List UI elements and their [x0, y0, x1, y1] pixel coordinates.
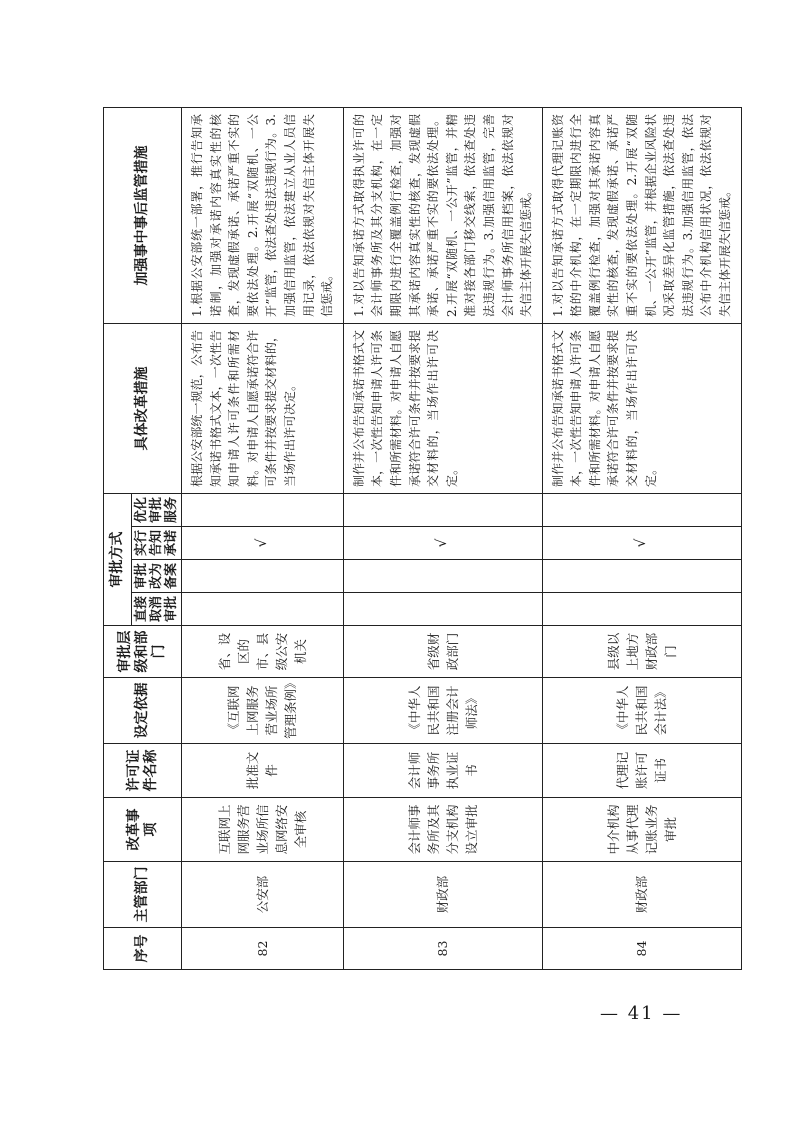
header-level: 审批层级和部门: [104, 626, 182, 678]
table-row: [182, 108, 344, 970]
table-row: [343, 108, 542, 970]
row-seq: 84: [542, 928, 741, 970]
reform-table: [103, 107, 742, 970]
row-basis: 《中华人民共和国会计法》: [542, 678, 741, 744]
header-license: 许可证件名称: [104, 744, 182, 798]
header-method-cancel: 直接取消审批: [132, 593, 182, 626]
row-m3: √: [182, 527, 344, 560]
row-dept: 财政部: [542, 862, 741, 928]
header-dept: 主管部门: [104, 862, 182, 928]
row-level: 省级财政部门: [343, 626, 542, 678]
header-seq: 序号: [104, 928, 182, 970]
rotated-table-container: [103, 108, 733, 970]
row-m4: [182, 494, 344, 527]
row-license: 代理记账许可证书: [542, 744, 741, 798]
header-method-commitment: 实行告知承诺: [132, 527, 182, 560]
row-license: 批准文件: [182, 744, 344, 798]
header-method-filing: 审批改为备案: [132, 560, 182, 593]
row-item: 中介机构从事代理记账业务审批: [542, 798, 741, 862]
row-m3: √: [343, 527, 542, 560]
page-number: — 41 —: [600, 1003, 683, 1024]
row-supervision: 1.对以告知承诺方式取得代理记账资格的中介机构，在一定期限内进行全覆盖例行检查，加强对其承诺内容真实性的核查，发现虚假承诺、承诺严重不实的要依法处理。2.开展“双随机、一公开”监管，并根据企业风险状况采取差异化监管措施，依法查处违法违规行为。3.加强信用监管，依法公布中介机构信用状况，依法依规对失信主体开展失信惩戒。: [542, 108, 741, 324]
row-m4: [343, 494, 542, 527]
row-level: 省、设区的市、县级公安机关: [182, 626, 344, 678]
header-method-optimize: 优化审批服务: [132, 494, 182, 527]
row-reform: 制作并公布告知承诺书格式文本，一次性告知申请人许可条件和所需材料。对申请人自愿承诺符合许可条件并按要求提交材料的，当场作出许可决定。: [343, 324, 542, 494]
header-reform: 具体改革措施: [104, 324, 182, 494]
row-m3: √: [542, 527, 741, 560]
row-item: 互联网上网服务营业场所信息网络安全审核: [182, 798, 344, 862]
table-row: [542, 108, 741, 970]
row-dept: 财政部: [343, 862, 542, 928]
row-supervision: 1.根据公安部统一部署，推行告知承诺制，加强对承诺内容真实性的核查，发现虚假承诺、承诺严重不实的要依法处理。2.开展“双随机、一公开”监管，依法查处违法违规行为。3.加强信用监管，依法建立从业人员信用记录，依法依规对失信主体开展失信惩戒。: [182, 108, 344, 324]
row-dept: 公安部: [182, 862, 344, 928]
row-m4: [542, 494, 741, 527]
row-item: 会计师事务所及其分支机构设立审批: [343, 798, 542, 862]
header-item: 改革事项: [104, 798, 182, 862]
row-m1: [182, 593, 344, 626]
row-basis: 《互联网上网服务营业场所管理条例》: [182, 678, 344, 744]
row-m1: [343, 593, 542, 626]
row-reform: 根据公安部统一规范，公布告知承诺书格式文本，一次性告知申请人许可条件和所需材料。对申请人自愿承诺符合许可条件并按要求提交材料的，当场作出许可决定。: [182, 324, 344, 494]
row-m2: [343, 560, 542, 593]
row-reform: 制作并公布告知承诺书格式文本，一次性告知申请人许可条件和所需材料。对申请人自愿承诺符合许可条件并按要求提交材料的，当场作出许可决定。: [542, 324, 741, 494]
header-basis: 设定依据: [104, 678, 182, 744]
row-seq: 82: [182, 928, 344, 970]
row-seq: 83: [343, 928, 542, 970]
row-supervision: 1.对以告知承诺方式取得执业许可的会计师事务所及其分支机构，在一定期限内进行全覆盖例行检查，加强对其承诺内容真实性的核查，发现虚假承诺、承诺严重不实的要依法处理。2.开展“双随机、一公开”监管，并精准对接各部门移交线索，依法查处违法违规行为。3.加强信用监管，完善会计师事务所信用档案，依法依规对失信主体开展失信惩戒。: [343, 108, 542, 324]
row-m2: [542, 560, 741, 593]
row-m1: [542, 593, 741, 626]
header-supervision: 加强事中事后监管措施: [104, 108, 182, 324]
row-m2: [182, 560, 344, 593]
row-basis: 《中华人民共和国注册会计师法》: [343, 678, 542, 744]
row-level: 县级以上地方财政部门: [542, 626, 741, 678]
header-method: 审批方式: [104, 494, 132, 626]
row-license: 会计师事务所执业证书: [343, 744, 542, 798]
